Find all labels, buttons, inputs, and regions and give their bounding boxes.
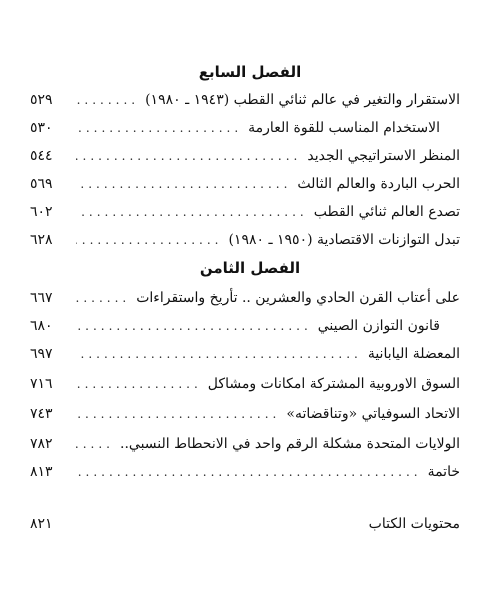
toc-entry-title: المعضلة اليابانية	[367, 346, 460, 362]
toc-entry-page: ٦٦٧	[30, 290, 53, 306]
toc-entry	[30, 432, 460, 456]
toc-entry	[30, 314, 440, 338]
toc-entry-title: خاتمة	[427, 464, 460, 480]
toc-entry-page: ٧٨٢	[30, 436, 53, 452]
toc-entry-title: تبدل التوازنات الاقتصادية (١٩٥٠ ـ ١٩٨٠)	[228, 232, 460, 248]
dot-leader	[76, 228, 222, 252]
toc-entry-title: الولايات المتحدة مشكلة الرقم واحد في الانحطاط النسبي..	[120, 436, 460, 452]
dot-leader	[76, 402, 280, 426]
dot-leader	[76, 432, 114, 456]
toc-entry-page: ٦٢٨	[30, 232, 53, 248]
toc-entry-page: ٨١٣	[30, 464, 53, 480]
toc-entry	[30, 228, 460, 252]
dot-leader	[76, 372, 202, 396]
toc-entry	[30, 342, 460, 366]
toc-entry-page: ٥٣٠	[30, 120, 53, 136]
toc-entry-page: ٥٤٤	[30, 148, 53, 164]
dot-leader	[76, 144, 301, 168]
toc-entry-page: ٦٠٢	[30, 204, 53, 220]
toc-entry-page: ٨٢١	[30, 516, 53, 532]
toc-entry-title: قانون التوازن الصيني	[317, 318, 440, 334]
toc-entry-page: ٥٦٩	[30, 176, 53, 192]
dot-leader	[76, 342, 362, 366]
toc-entry	[30, 200, 460, 224]
dot-leader	[76, 172, 291, 196]
dot-leader	[76, 116, 242, 140]
dot-leader	[76, 460, 422, 484]
toc-entry-title: تصدع العالم ثنائي القطب	[313, 204, 460, 220]
toc-entry	[30, 144, 460, 168]
toc-entry-page: ٧١٦	[30, 376, 53, 392]
toc-entry-title: محتويات الكتاب	[368, 516, 460, 532]
toc-entry	[30, 88, 460, 112]
dot-leader	[76, 88, 139, 112]
dot-leader	[76, 286, 130, 310]
toc-entry-page: ٧٤٣	[30, 406, 53, 422]
toc-entry	[30, 172, 460, 196]
toc-entry-page: ٦٨٠	[30, 318, 53, 334]
toc-entry	[30, 286, 460, 310]
chapter-8-heading: الفصل الثامن	[199, 259, 301, 277]
toc-entry-title: الاتحاد السوفياتي «وتناقضاته»	[286, 406, 460, 422]
toc-entry-title: الحرب الباردة والعالم الثالث	[297, 176, 460, 192]
toc-entry-contents	[30, 512, 460, 536]
toc-entry-title: المنظر الاستراتيجي الجديد	[307, 148, 460, 164]
toc-entry-title: على أعتاب القرن الحادي والعشرين .. تأريخ واستقراءات	[136, 290, 460, 306]
toc-entry	[30, 402, 460, 426]
toc-entry	[30, 372, 460, 396]
toc-entry-page: ٥٢٩	[30, 92, 53, 108]
dot-leader	[76, 314, 312, 338]
chapter-7-heading: الفصل السابع	[198, 63, 302, 81]
toc-entry	[30, 460, 460, 484]
toc-entry-title: السوق الاوروبية المشتركة امكانات ومشاكل	[207, 376, 460, 392]
toc-entry	[30, 116, 440, 140]
toc-entry-page: ٦٩٧	[30, 346, 53, 362]
toc-entry-title: الاستقرار والتغير في عالم ثنائي القطب (١٩٤٣ ـ ١٩٨٠)	[145, 92, 460, 108]
dot-leader	[76, 200, 308, 224]
toc-entry-title: الاستخدام المناسب للقوة العارمة	[248, 120, 440, 136]
